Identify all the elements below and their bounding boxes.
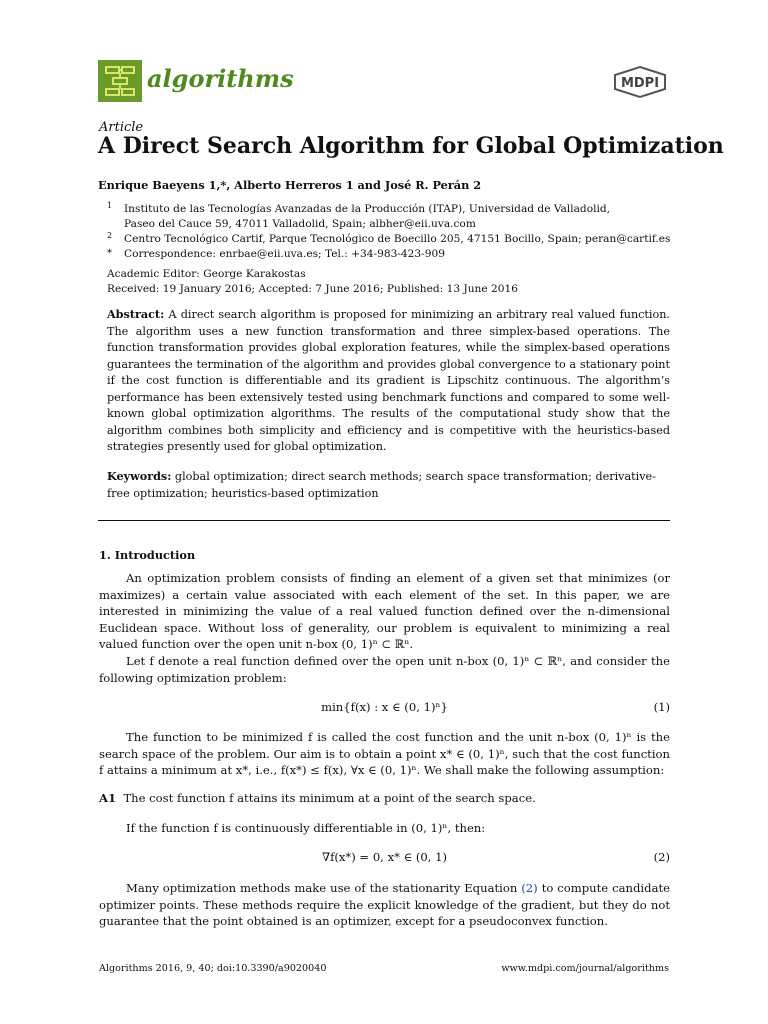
academic-editor: Academic Editor: George Karakostas	[107, 268, 306, 280]
abstract-label: Abstract:	[107, 307, 165, 321]
section-heading: 1. Introduction	[99, 548, 196, 562]
footer-citation: Algorithms 2016, 9, 40; doi:10.3390/a9020040	[99, 963, 327, 974]
author-list: Enrique Baeyens 1,*, Alberto Herreros 1 and José R. Perán 2	[98, 178, 482, 192]
paper-title: A Direct Search Algorithm for Global Optimization	[98, 133, 724, 159]
journal-name: algorithms	[147, 64, 294, 93]
assumption	[99, 791, 670, 805]
keywords-label: Keywords:	[107, 469, 172, 483]
publication-dates: Received: 19 January 2016; Accepted: 7 June 2016; Published: 13 June 2016	[107, 283, 518, 295]
journal-logo-icon	[98, 60, 142, 102]
affiliation-text: Correspondence: enrbae@eii.uva.es; Tel.: +34-983-423-909	[124, 248, 445, 260]
mdpi-logo-icon	[612, 65, 668, 99]
affiliation-number: *	[107, 248, 112, 259]
paragraph-3: The function to be minimized f is called the cost function and the unit n-box (0, 1)ⁿ is the search space of the problem. Our aim is to obtain a point x* ∈ (0, 1)ⁿ, such that the cost function f attains a minimum at x*, i.e., f(x*) ≤ f(x), ∀x ∈ (0, 1)ⁿ. We shall make the following assumption:	[99, 730, 670, 777]
assumption-label: A1	[99, 791, 117, 805]
assumption-text: The cost function f attains its minimum at a point of the search space.	[123, 791, 536, 805]
abstract	[107, 306, 670, 456]
paragraph-4: If the function f is continuously differentiable in (0, 1)ⁿ, then:	[126, 821, 486, 835]
paragraph-5-text-b: to compute candidate optimizer points. These methods require the explicit knowledge of the gradient, but they do not guarantee that the point obtained is an optimizer, except for a pseudoconvex function.	[99, 881, 670, 928]
abstract-text: A direct search algorithm is proposed for minimizing an arbitrary real valued function. The algorithm uses a new function transformation and three simplex-based operations. The function transformation provides global exploration features, while the simplex-based operations guarantees the termination of the algorithm and provides global convergence to a stationary point if the cost function is differentiable and its gradient is Lipschitz continuous. The algorithm’s performance has been extensively tested using benchmark functions and compared to some well-known global optimization algorithms. The results of the computational study show that the algorithm combines both simplicity and efficiency and is competitive with the heuristics-based strategies presently used for global optimization.	[107, 308, 670, 453]
keywords-text: global optimization; direct search methods; search space transformation; derivative-free optimization; heuristics-based optimization	[107, 470, 656, 500]
affiliation-text: Centro Tecnológico Cartif, Parque Tecnológico de Boecillo 205, 47151 Bocillo, Spain; peran@cartif.es	[124, 233, 671, 245]
paragraph-5	[99, 880, 670, 930]
section-divider	[98, 520, 670, 521]
keywords	[107, 468, 670, 502]
paragraph-1: An optimization problem consists of finding an element of a given set that minimizes (or maximizes) a certain value associated with each element of the set. In this paper, we are interested in minimizing the value of a real valued function defined over the n-dimensional Euclidean space. Without loss of generality, our problem is equivalent to minimizing a real valued function over the open unit n-box (0, 1)ⁿ ⊂ ℝⁿ.	[99, 571, 670, 651]
affiliation-text: Instituto de las Tecnologías Avanzadas de la Producción (ITAP), Universidad de Valladolid,	[124, 203, 610, 215]
equation-body: min{f(x) : x ∈ (0, 1)ⁿ}	[321, 700, 448, 714]
footer-journal-url[interactable]: www.mdpi.com/journal/algorithms	[501, 963, 669, 974]
equation-label: (1)	[653, 700, 670, 714]
article-type: Article	[99, 120, 144, 135]
equation-body: ∇f(x*) = 0, x* ∈ (0, 1)	[321, 850, 448, 864]
paragraph-2: Let f denote a real function defined over the open unit n-box (0, 1)ⁿ ⊂ ℝⁿ, and consider the following optimization problem:	[99, 654, 670, 685]
equation-label: (2)	[653, 850, 670, 864]
mdpi-logo-text: MDPI	[620, 76, 660, 91]
affiliation-text: Paseo del Cauce 59, 47011 Valladolid, Spain; albher@eii.uva.com	[124, 218, 476, 230]
equation-reference-link[interactable]: (2)	[521, 881, 538, 895]
paragraph-5-text-a: Many optimization methods make use of the stationarity Equation	[126, 881, 522, 895]
affiliation-number: 2	[107, 231, 113, 240]
affiliation-number: 1	[107, 201, 113, 210]
